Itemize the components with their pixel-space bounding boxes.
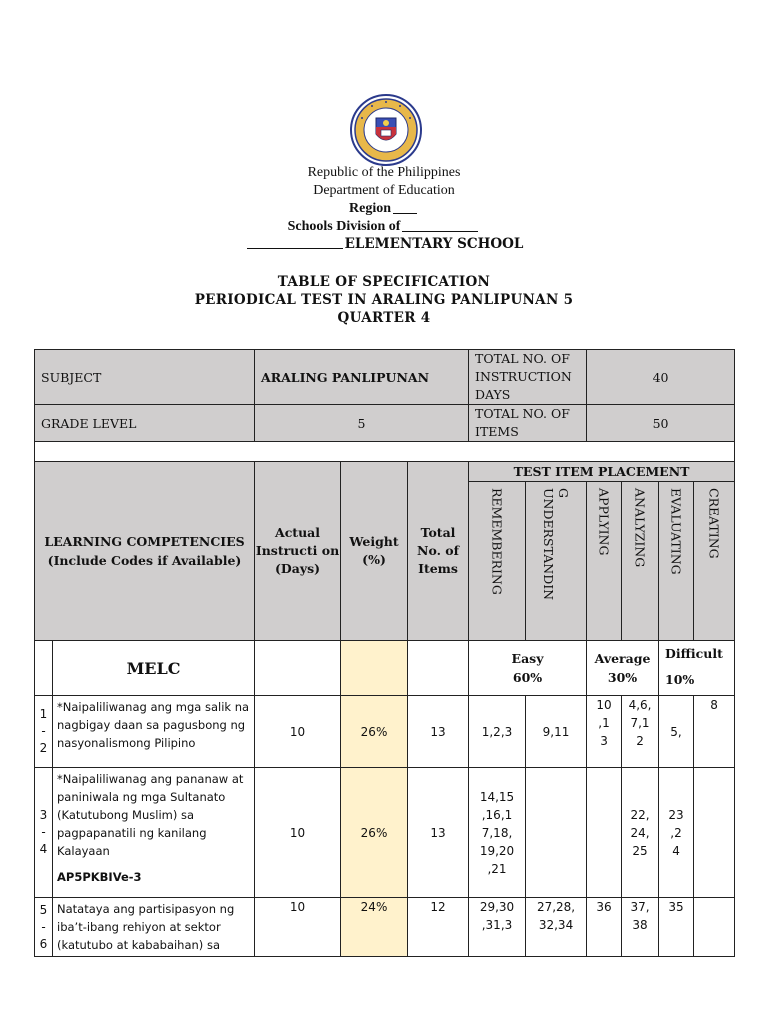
- doc-title: TABLE OF SPECIFICATION: [277, 274, 491, 290]
- subject-value: ARALING PANLIPUNAN: [255, 350, 469, 405]
- remembering-cell-line: 1,2,3: [481, 724, 513, 739]
- creating-cell: [694, 768, 735, 898]
- header-republic: Republic of the Philippines: [307, 165, 461, 180]
- competency-cell: [53, 696, 255, 768]
- competency-text: iba’t-ibang rehiyon at sektor: [57, 920, 221, 934]
- days-cell: 10: [255, 696, 341, 768]
- evaluating-cell-line: 35: [668, 900, 684, 914]
- row-number-line: -: [41, 825, 46, 839]
- subject-label: SUBJECT: [35, 350, 255, 405]
- analyzing-cell: [622, 768, 659, 898]
- analyzing-cell-line: 2: [636, 734, 644, 748]
- understanding-header-part1: UNDERSTANDIN: [541, 488, 557, 601]
- row-number-line: 2: [39, 741, 48, 755]
- understanding-cell-line: 27,28,: [536, 900, 576, 914]
- items-cell: 13: [408, 768, 469, 898]
- instruction-days-value: 40: [587, 350, 735, 405]
- row-number-line: 6: [39, 936, 48, 951]
- evaluating-cell: [659, 768, 694, 898]
- placement-header: TEST ITEM PLACEMENT: [469, 462, 735, 482]
- melc-row: [35, 641, 735, 696]
- competency-text: (Katutubong Muslim) sa: [57, 808, 195, 822]
- grade-value: 5: [255, 405, 469, 442]
- analyzing-cell-line: 24,: [630, 825, 650, 840]
- remembering-cell-line: 29,30: [479, 900, 515, 914]
- competency-code: AP5PKBIVe-3: [57, 870, 142, 884]
- header-division: [0, 219, 768, 235]
- competency-row: [35, 898, 735, 957]
- spacer-row: [35, 442, 735, 462]
- creating-cell-line: 8: [710, 698, 718, 712]
- header-region: [0, 201, 768, 217]
- deped-seal-icon: [350, 94, 422, 166]
- total-items-header: Total No. of Items: [408, 462, 469, 641]
- creating-header: CREATING: [706, 488, 722, 559]
- understanding-cell: [526, 696, 587, 768]
- competency-text: paniniwala ng mga Sultanato: [57, 790, 226, 804]
- analyzing-cell-line: 37,: [630, 900, 650, 914]
- total-items-label: TOTAL NO. OF ITEMS: [469, 405, 587, 442]
- remembering-cell-line: 19,20: [479, 843, 515, 858]
- competency-rows: [35, 696, 735, 957]
- evaluating-cell-line: ,2: [670, 825, 682, 840]
- understanding-cell-line: 9,11: [542, 724, 570, 739]
- competency-row: [35, 768, 735, 898]
- instruction-days-label: TOTAL NO. OF INSTRUCTION DAYS: [469, 350, 587, 405]
- understanding-header: [541, 488, 556, 600]
- competency-text: pagpapanatili ng kanilang: [57, 826, 207, 840]
- analyzing-header: ANALYZING: [632, 488, 648, 568]
- row-number-line: 1: [39, 707, 48, 721]
- understanding-header-part2: G: [556, 488, 572, 498]
- evaluating-header: EVALUATING: [668, 488, 684, 575]
- doc-quarter: QUARTER 4: [337, 310, 431, 326]
- grade-label: GRADE LEVEL: [35, 405, 255, 442]
- weight-cell: 24%: [341, 898, 408, 957]
- competency-text: *Naipaliliwanag ang pananaw at: [57, 772, 244, 786]
- melc-label: MELC: [53, 641, 255, 696]
- difficult-band: [659, 641, 735, 696]
- row-number: [35, 768, 53, 898]
- row-number-line: -: [41, 919, 46, 934]
- days-header: Actual Instructi on (Days): [255, 462, 341, 641]
- items-cell: 12: [408, 898, 469, 957]
- competency-row: [35, 696, 735, 768]
- weight-cell: 26%: [341, 768, 408, 898]
- difficult-percent: 10%: [665, 672, 695, 687]
- evaluating-cell-line: 5,: [670, 724, 682, 739]
- remembering-cell-line: ,21: [487, 861, 507, 876]
- remembering-cell-line: 14,15: [479, 789, 515, 804]
- row-number: [35, 696, 53, 768]
- competency-text: (katutubo at kababaihan) sa: [57, 938, 220, 952]
- competency-text: *Naipaliliwanag ang mga salik na: [57, 700, 250, 714]
- competencies-header: LEARNING COMPETENCIES (Include Codes if Available): [35, 462, 255, 641]
- applying-cell: [587, 768, 622, 898]
- average-label: Average: [594, 651, 651, 666]
- row-number-line: 3: [39, 808, 48, 822]
- applying-cell-line: ,1: [598, 716, 610, 730]
- difficult-label: Difficult: [665, 646, 723, 661]
- weight-cell: 26%: [341, 696, 408, 768]
- info-row-subject: [35, 350, 735, 405]
- row-number: [35, 898, 53, 957]
- remembering-cell: [469, 768, 526, 898]
- competency-cell: [53, 768, 255, 898]
- evaluating-cell: [659, 696, 694, 768]
- total-items-value: 50: [587, 405, 735, 442]
- evaluating-cell-line: 23: [668, 807, 684, 822]
- analyzing-cell-line: 4,6,: [628, 698, 652, 712]
- competency-text: nasyonalismong Pilipino: [57, 736, 196, 750]
- applying-header: APPLYING: [596, 488, 612, 556]
- header-department: Department of Education: [313, 183, 455, 198]
- creating-cell: [694, 696, 735, 768]
- remembering-cell: [469, 898, 526, 957]
- evaluating-cell: [659, 898, 694, 957]
- competency-cell: [53, 898, 255, 957]
- region-label: Region: [349, 201, 391, 216]
- applying-cell: [587, 696, 622, 768]
- remembering-cell: [469, 696, 526, 768]
- easy-percent: 60%: [512, 670, 543, 685]
- header-school: [0, 236, 768, 252]
- applying-cell-line: 36: [596, 900, 612, 914]
- row-number-line: 4: [39, 842, 48, 856]
- analyzing-cell-line: 7,1: [630, 716, 650, 730]
- remembering-cell-line: ,31,3: [481, 918, 513, 932]
- days-cell: 10: [255, 768, 341, 898]
- competency-text: nagbigay daan sa pagusbong ng: [57, 718, 246, 732]
- analyzing-cell: [622, 696, 659, 768]
- row-number-line: -: [41, 724, 46, 738]
- analyzing-cell-line: 38: [632, 918, 648, 932]
- competency-text: Natataya ang partisipasyon ng: [57, 902, 235, 916]
- school-label: ELEMENTARY SCHOOL: [344, 236, 524, 252]
- average-percent: 30%: [607, 670, 638, 685]
- evaluating-cell-line: 4: [672, 843, 680, 858]
- average-band: [587, 641, 659, 696]
- division-label: Schools Division of: [287, 219, 401, 234]
- remembering-cell-line: ,16,1: [481, 807, 513, 822]
- understanding-cell-line: 32,34: [538, 918, 574, 932]
- competency-text: Kalayaan: [57, 844, 110, 858]
- tos-table: [34, 349, 735, 957]
- remembering-header: REMEMBERING: [489, 488, 505, 595]
- analyzing-cell: [622, 898, 659, 957]
- weight-header: Weight (%): [341, 462, 408, 641]
- easy-band: [469, 641, 587, 696]
- analyzing-cell-line: 22,: [630, 807, 650, 822]
- doc-subtitle: PERIODICAL TEST IN ARALING PANLIPUNAN 5: [194, 292, 574, 308]
- remembering-cell-line: 7,18,: [481, 825, 513, 840]
- easy-label: Easy: [511, 651, 544, 666]
- applying-cell-line: 3: [600, 734, 608, 748]
- days-cell: 10: [255, 898, 341, 957]
- info-row-grade: [35, 405, 735, 442]
- applying-cell: [587, 898, 622, 957]
- understanding-cell: [526, 898, 587, 957]
- row-number-line: 5: [39, 902, 48, 917]
- understanding-cell: [526, 768, 587, 898]
- column-header-row: [35, 462, 735, 482]
- analyzing-cell-line: 25: [632, 843, 648, 858]
- applying-cell-line: 10: [596, 698, 612, 712]
- creating-cell: [694, 898, 735, 957]
- items-cell: 13: [408, 696, 469, 768]
